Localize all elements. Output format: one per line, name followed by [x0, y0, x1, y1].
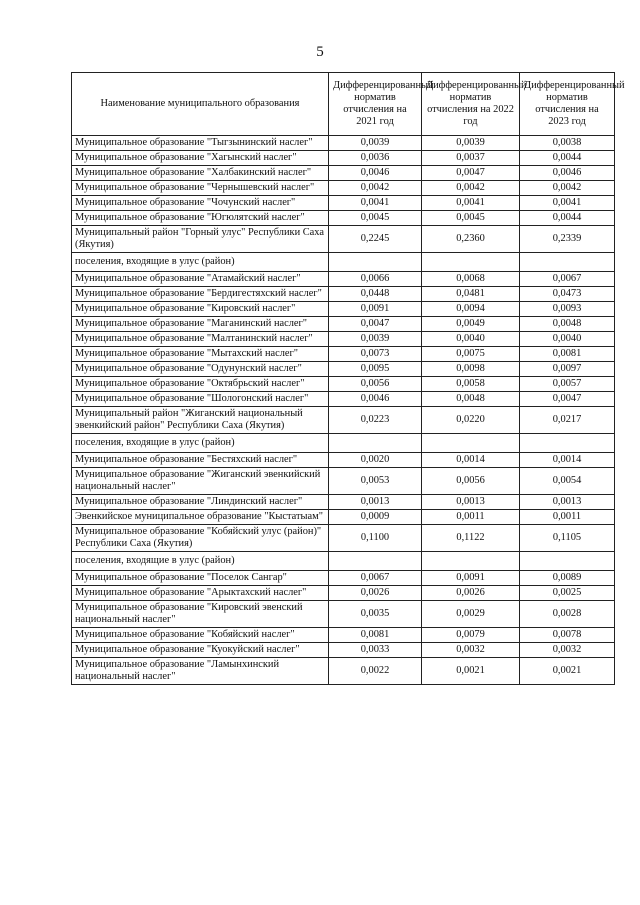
normative-2022-cell: [422, 434, 520, 453]
normative-2021-cell: 0,0022: [329, 658, 422, 685]
normative-2023-cell: [520, 552, 615, 571]
normative-2022-cell: 0,0058: [422, 377, 520, 392]
normative-2021-cell: 0,0047: [329, 317, 422, 332]
normative-2021-cell: 0,0066: [329, 272, 422, 287]
normative-2022-cell: 0,0047: [422, 166, 520, 181]
normative-2021-cell: 0,0035: [329, 601, 422, 628]
municipality-name-cell: поселения, входящие в улус (район): [72, 253, 329, 272]
normative-2022-cell: 0,0040: [422, 332, 520, 347]
normative-2023-cell: [520, 253, 615, 272]
table-row: [72, 453, 615, 468]
normative-2021-cell: 0,0041: [329, 196, 422, 211]
table-row: [72, 407, 615, 434]
normative-2023-cell: 0,2339: [520, 226, 615, 253]
normative-2022-cell: 0,0039: [422, 136, 520, 151]
normative-2022-cell: 0,0094: [422, 302, 520, 317]
normative-2022-cell: 0,2360: [422, 226, 520, 253]
table-row: [72, 317, 615, 332]
normative-2023-cell: 0,0025: [520, 586, 615, 601]
normative-2022-cell: 0,0011: [422, 510, 520, 525]
normative-2022-cell: 0,0042: [422, 181, 520, 196]
normative-2021-cell: 0,0073: [329, 347, 422, 362]
municipality-name-cell: Муниципальное образование "Кировский наслег": [72, 302, 329, 317]
normative-2021-cell: 0,0042: [329, 181, 422, 196]
table-row: [72, 362, 615, 377]
municipality-name-cell: Муниципальное образование "Кобяйский наслег": [72, 628, 329, 643]
municipality-name-cell: Муниципальное образование "Бестяхский наслег": [72, 453, 329, 468]
normative-2022-cell: [422, 253, 520, 272]
normative-2023-cell: 0,0044: [520, 211, 615, 226]
normative-2023-cell: 0,0047: [520, 392, 615, 407]
municipality-name-cell: Муниципальное образование "Атамайский наслег": [72, 272, 329, 287]
normative-2022-cell: 0,0079: [422, 628, 520, 643]
municipality-name-cell: Муниципальное образование "Малтанинский наслег": [72, 332, 329, 347]
table-row: [72, 468, 615, 495]
table-row: [72, 525, 615, 552]
normative-2021-cell: 0,0026: [329, 586, 422, 601]
normative-2022-cell: 0,0056: [422, 468, 520, 495]
normative-2022-cell: 0,0029: [422, 601, 520, 628]
header-row: [72, 73, 615, 136]
normative-2023-cell: 0,0078: [520, 628, 615, 643]
municipality-name-cell: Муниципальное образование "Линдинский наслег": [72, 495, 329, 510]
municipality-name-cell: Муниципальное образование "Халбакинский наслег": [72, 166, 329, 181]
normative-2021-cell: 0,0095: [329, 362, 422, 377]
normative-2021-cell: 0,0020: [329, 453, 422, 468]
municipality-name-cell: Муниципальное образование "Чернышевский наслег": [72, 181, 329, 196]
table-row: [72, 628, 615, 643]
municipality-name-cell: Муниципальное образование "Маганинский наслег": [72, 317, 329, 332]
table-row: [72, 510, 615, 525]
page-number: 5: [316, 44, 324, 60]
normative-2023-cell: 0,0046: [520, 166, 615, 181]
table-row: [72, 495, 615, 510]
normative-2023-cell: 0,0014: [520, 453, 615, 468]
column-header-name: Наименование муниципального образования: [72, 73, 329, 136]
normative-2021-cell: 0,0045: [329, 211, 422, 226]
municipality-name-cell: поселения, входящие в улус (район): [72, 552, 329, 571]
normative-2021-cell: 0,0013: [329, 495, 422, 510]
normative-2022-cell: 0,0026: [422, 586, 520, 601]
normative-2022-cell: [422, 552, 520, 571]
normative-2023-cell: 0,0067: [520, 272, 615, 287]
normative-2021-cell: 0,0009: [329, 510, 422, 525]
column-header-2023: Дифференцированный норматив отчисления на 2023 год: [520, 73, 615, 136]
municipality-name-cell: Муниципальное образование "Октябрьский наслег": [72, 377, 329, 392]
municipality-name-cell: Муниципальное образование "Югюлятский наслег": [72, 211, 329, 226]
normative-2023-cell: 0,0473: [520, 287, 615, 302]
normative-2021-cell: 0,0448: [329, 287, 422, 302]
normative-2022-cell: 0,0032: [422, 643, 520, 658]
table-row: [72, 643, 615, 658]
municipality-name-cell: Муниципальное образование "Поселок Сангар": [72, 571, 329, 586]
table-body: [72, 136, 615, 685]
municipality-name-cell: Муниципальное образование "Арыктахский наслег": [72, 586, 329, 601]
municipality-name-cell: Муниципальное образование "Мытахский наслег": [72, 347, 329, 362]
normative-2022-cell: 0,1122: [422, 525, 520, 552]
normative-2023-cell: 0,0081: [520, 347, 615, 362]
normative-2023-cell: 0,0097: [520, 362, 615, 377]
municipality-name-cell: Муниципальный район "Горный улус" Республики Саха (Якутия): [72, 226, 329, 253]
table-row: [72, 181, 615, 196]
table-header: [72, 73, 625, 136]
normative-2022-cell: 0,0037: [422, 151, 520, 166]
normative-2023-cell: 0,0021: [520, 658, 615, 685]
column-header-2022: Дифференцированный норматив отчисления на 2022 год: [422, 73, 520, 136]
normative-2021-cell: [329, 253, 422, 272]
normative-2023-cell: 0,0044: [520, 151, 615, 166]
municipality-name-cell: Муниципальное образование "Шологонский наслег": [72, 392, 329, 407]
normative-2023-cell: 0,0032: [520, 643, 615, 658]
normative-2023-cell: 0,0217: [520, 407, 615, 434]
normative-2021-cell: 0,0091: [329, 302, 422, 317]
table-row: [72, 571, 615, 586]
normative-2023-cell: 0,0038: [520, 136, 615, 151]
normative-2021-cell: 0,0033: [329, 643, 422, 658]
normative-2023-cell: 0,0028: [520, 601, 615, 628]
table-row: [72, 287, 615, 302]
normative-2021-cell: 0,1100: [329, 525, 422, 552]
normative-2022-cell: 0,0049: [422, 317, 520, 332]
normative-2023-cell: 0,0093: [520, 302, 615, 317]
municipality-name-cell: Муниципальное образование "Куокуйский наслег": [72, 643, 329, 658]
column-header-2021: Дифференцированный норматив отчисления на 2021 год: [329, 73, 422, 136]
normative-2021-cell: 0,0053: [329, 468, 422, 495]
normative-2022-cell: 0,0014: [422, 453, 520, 468]
normative-2022-cell: 0,0481: [422, 287, 520, 302]
table-row: [72, 347, 615, 362]
section-row: [72, 552, 615, 571]
normative-2021-cell: 0,0056: [329, 377, 422, 392]
normative-2021-cell: 0,0039: [329, 136, 422, 151]
municipality-name-cell: Эвенкийское муниципальное образование "Кыстатыам": [72, 510, 329, 525]
normative-2021-cell: 0,0039: [329, 332, 422, 347]
municipality-name-cell: Муниципальное образование "Кировский эвенский национальный наслег": [72, 601, 329, 628]
normative-2021-cell: 0,0046: [329, 392, 422, 407]
normative-2021-cell: 0,0067: [329, 571, 422, 586]
municipality-name-cell: Муниципальный район "Жиганский национальный эвенкийский район" Республики Саха (Якутия): [72, 407, 329, 434]
table-row: [72, 586, 615, 601]
table-row: [72, 601, 615, 628]
municipality-name-cell: Муниципальное образование "Бердигестяхский наслег": [72, 287, 329, 302]
normative-2023-cell: 0,0054: [520, 468, 615, 495]
normative-2023-cell: 0,0042: [520, 181, 615, 196]
municipality-name-cell: Муниципальное образование "Чочунский наслег": [72, 196, 329, 211]
table-row: [72, 377, 615, 392]
table-row: [72, 302, 615, 317]
normative-2023-cell: 0,0011: [520, 510, 615, 525]
table-row: [72, 332, 615, 347]
normative-2022-cell: 0,0013: [422, 495, 520, 510]
normative-2023-cell: 0,0041: [520, 196, 615, 211]
normative-2022-cell: 0,0068: [422, 272, 520, 287]
normative-2023-cell: [520, 434, 615, 453]
table-row: [72, 136, 615, 151]
table-row: [72, 226, 615, 253]
normative-2021-cell: 0,0046: [329, 166, 422, 181]
normative-2022-cell: 0,0048: [422, 392, 520, 407]
municipality-name-cell: Муниципальное образование "Хагынский наслег": [72, 151, 329, 166]
normative-2022-cell: 0,0021: [422, 658, 520, 685]
section-row: [72, 253, 615, 272]
table-row: [72, 196, 615, 211]
municipality-name-cell: поселения, входящие в улус (район): [72, 434, 329, 453]
normative-2021-cell: [329, 552, 422, 571]
normative-2021-cell: 0,0081: [329, 628, 422, 643]
normative-2022-cell: 0,0098: [422, 362, 520, 377]
normatives-table: [71, 72, 625, 685]
table-row: [72, 151, 615, 166]
table-row: [72, 166, 615, 181]
municipality-name-cell: Муниципальное образование "Ламынхинский национальный наслег": [72, 658, 329, 685]
table-row: [72, 392, 615, 407]
normative-2021-cell: 0,0223: [329, 407, 422, 434]
normative-2023-cell: 0,0057: [520, 377, 615, 392]
normative-2022-cell: 0,0091: [422, 571, 520, 586]
normative-2023-cell: 0,1105: [520, 525, 615, 552]
section-row: [72, 434, 615, 453]
normative-2022-cell: 0,0041: [422, 196, 520, 211]
normative-2023-cell: 0,0089: [520, 571, 615, 586]
normative-2021-cell: 0,0036: [329, 151, 422, 166]
table-row: [72, 211, 615, 226]
table-row: [72, 658, 615, 685]
municipality-name-cell: Муниципальное образование "Одунунский наслег": [72, 362, 329, 377]
normative-2022-cell: 0,0045: [422, 211, 520, 226]
normative-2023-cell: 0,0048: [520, 317, 615, 332]
municipality-name-cell: Муниципальное образование "Жиганский эвенкийский национальный наслег": [72, 468, 329, 495]
normative-2023-cell: 0,0013: [520, 495, 615, 510]
normative-2021-cell: [329, 434, 422, 453]
normative-2023-cell: 0,0040: [520, 332, 615, 347]
normative-2021-cell: 0,2245: [329, 226, 422, 253]
normative-2022-cell: 0,0220: [422, 407, 520, 434]
municipality-name-cell: Муниципальное образование "Кобяйский улус (район)" Республики Саха (Якутия): [72, 525, 329, 552]
table-row: [72, 272, 615, 287]
normative-2022-cell: 0,0075: [422, 347, 520, 362]
municipality-name-cell: Муниципальное образование "Тыгзынинский наслег": [72, 136, 329, 151]
